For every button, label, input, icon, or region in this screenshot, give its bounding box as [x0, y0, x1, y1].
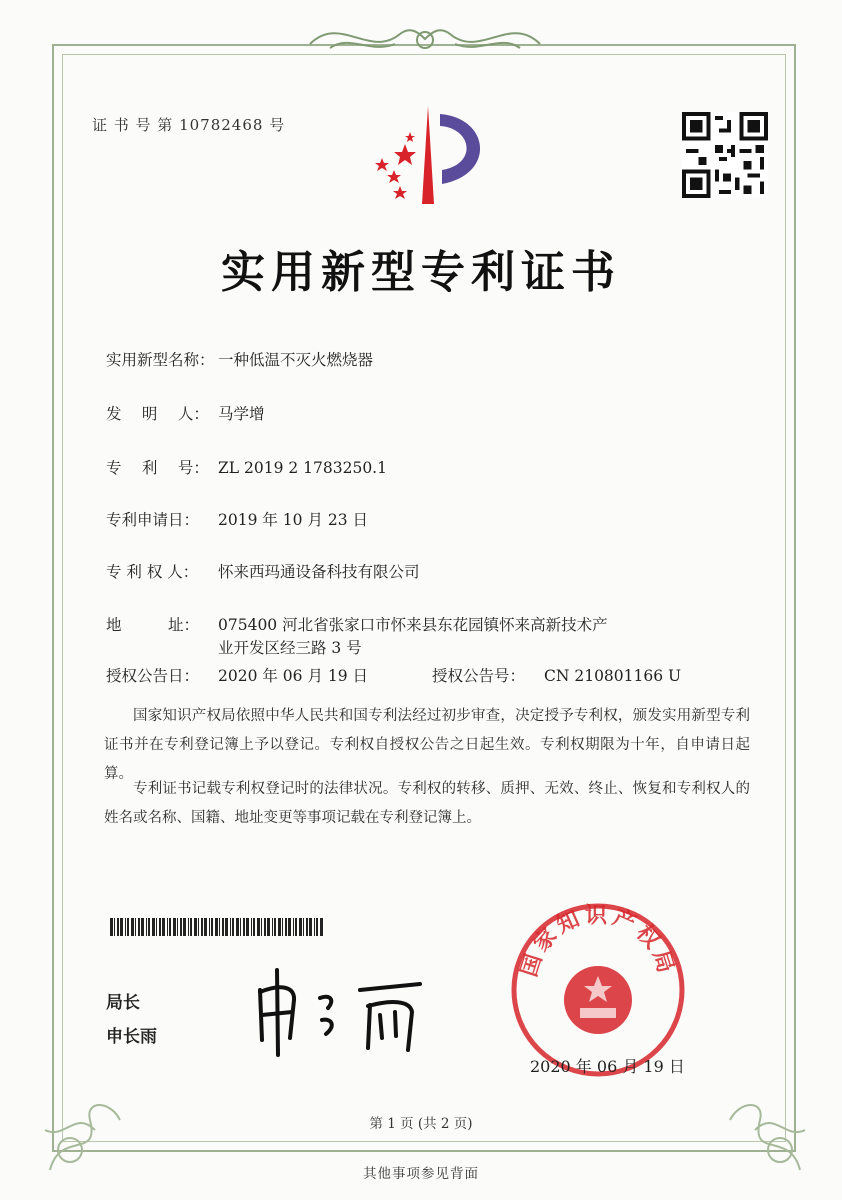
seal-date: 2020 年 06 月 19 日: [530, 1057, 685, 1076]
field-value: 一种低温不灭火燃烧器: [218, 351, 374, 369]
inventor-row: [106, 402, 265, 424]
field-value: 2019 年 10 月 23 日: [218, 511, 369, 529]
field-label: 授权公告号：: [432, 667, 526, 685]
svg-text:国家知识产权局: 国家知识产权局: [516, 903, 680, 980]
patentee-row: [106, 560, 420, 582]
utility-model-name-row: [106, 348, 373, 370]
address-row: [106, 613, 608, 635]
field-label: 专 利 号：: [106, 459, 209, 477]
field-value: 075400 河北省张家口市怀来县东花园镇怀来高新技术产: [218, 616, 608, 634]
field-value: 怀来西玛通设备科技有限公司: [218, 563, 420, 581]
field-label: 实用新型名称：: [106, 351, 215, 369]
field-value: ZL 2019 2 1783250.1: [218, 459, 387, 477]
grant-date-row: [106, 664, 368, 686]
footer-note: 其他事项参见背面: [363, 1166, 479, 1182]
field-label: 地 址：: [106, 616, 200, 634]
director-title: 局长: [106, 993, 140, 1013]
patent-number-row: [106, 456, 387, 478]
page-number: 第 1 页 (共 2 页): [369, 1116, 473, 1132]
director-name: 申长雨: [106, 1027, 157, 1047]
handwritten-signature: [240, 960, 440, 1060]
cnipa-logo-icon: [360, 104, 496, 208]
filing-date-row: [106, 508, 368, 530]
official-seal-stamp: [508, 900, 688, 1080]
address-row-continued: 业开发区经三路 3 号: [218, 639, 362, 657]
field-label: 授权公告日：: [106, 667, 200, 685]
certificate-number: 证 书 号 第 10782468 号: [92, 116, 286, 134]
field-label: 专 利 权 人：: [106, 563, 199, 581]
field-label: 发 明 人：: [106, 405, 209, 423]
field-value: CN 210801166 U: [544, 667, 682, 685]
field-value: 2020 年 06 月 19 日: [218, 667, 369, 685]
qr-code-icon: [682, 112, 768, 198]
field-value: 马学增: [218, 405, 265, 423]
certificate-title: 实用新型专利证书: [221, 247, 621, 298]
barcode-icon: [110, 918, 324, 936]
publication-number-row: [432, 664, 681, 686]
body-paragraph: 专利证书记载专利权登记时的法律状况。专利权的转移、质押、无效、终止、恢复和专利权人的姓名或名称、国籍、地址变更等事项记载在专利登记簿上。: [104, 781, 750, 826]
field-label: 专利申请日：: [106, 511, 200, 529]
body-paragraph: 国家知识产权局依照中华人民共和国专利法经过初步审查，决定授予专利权，颁发实用新型专利证书并在专利登记簿上予以登记。专利权自授权公告之日起生效。专利权期限为十年，自申请日起算。: [104, 708, 750, 782]
top-ornament: [300, 14, 550, 64]
